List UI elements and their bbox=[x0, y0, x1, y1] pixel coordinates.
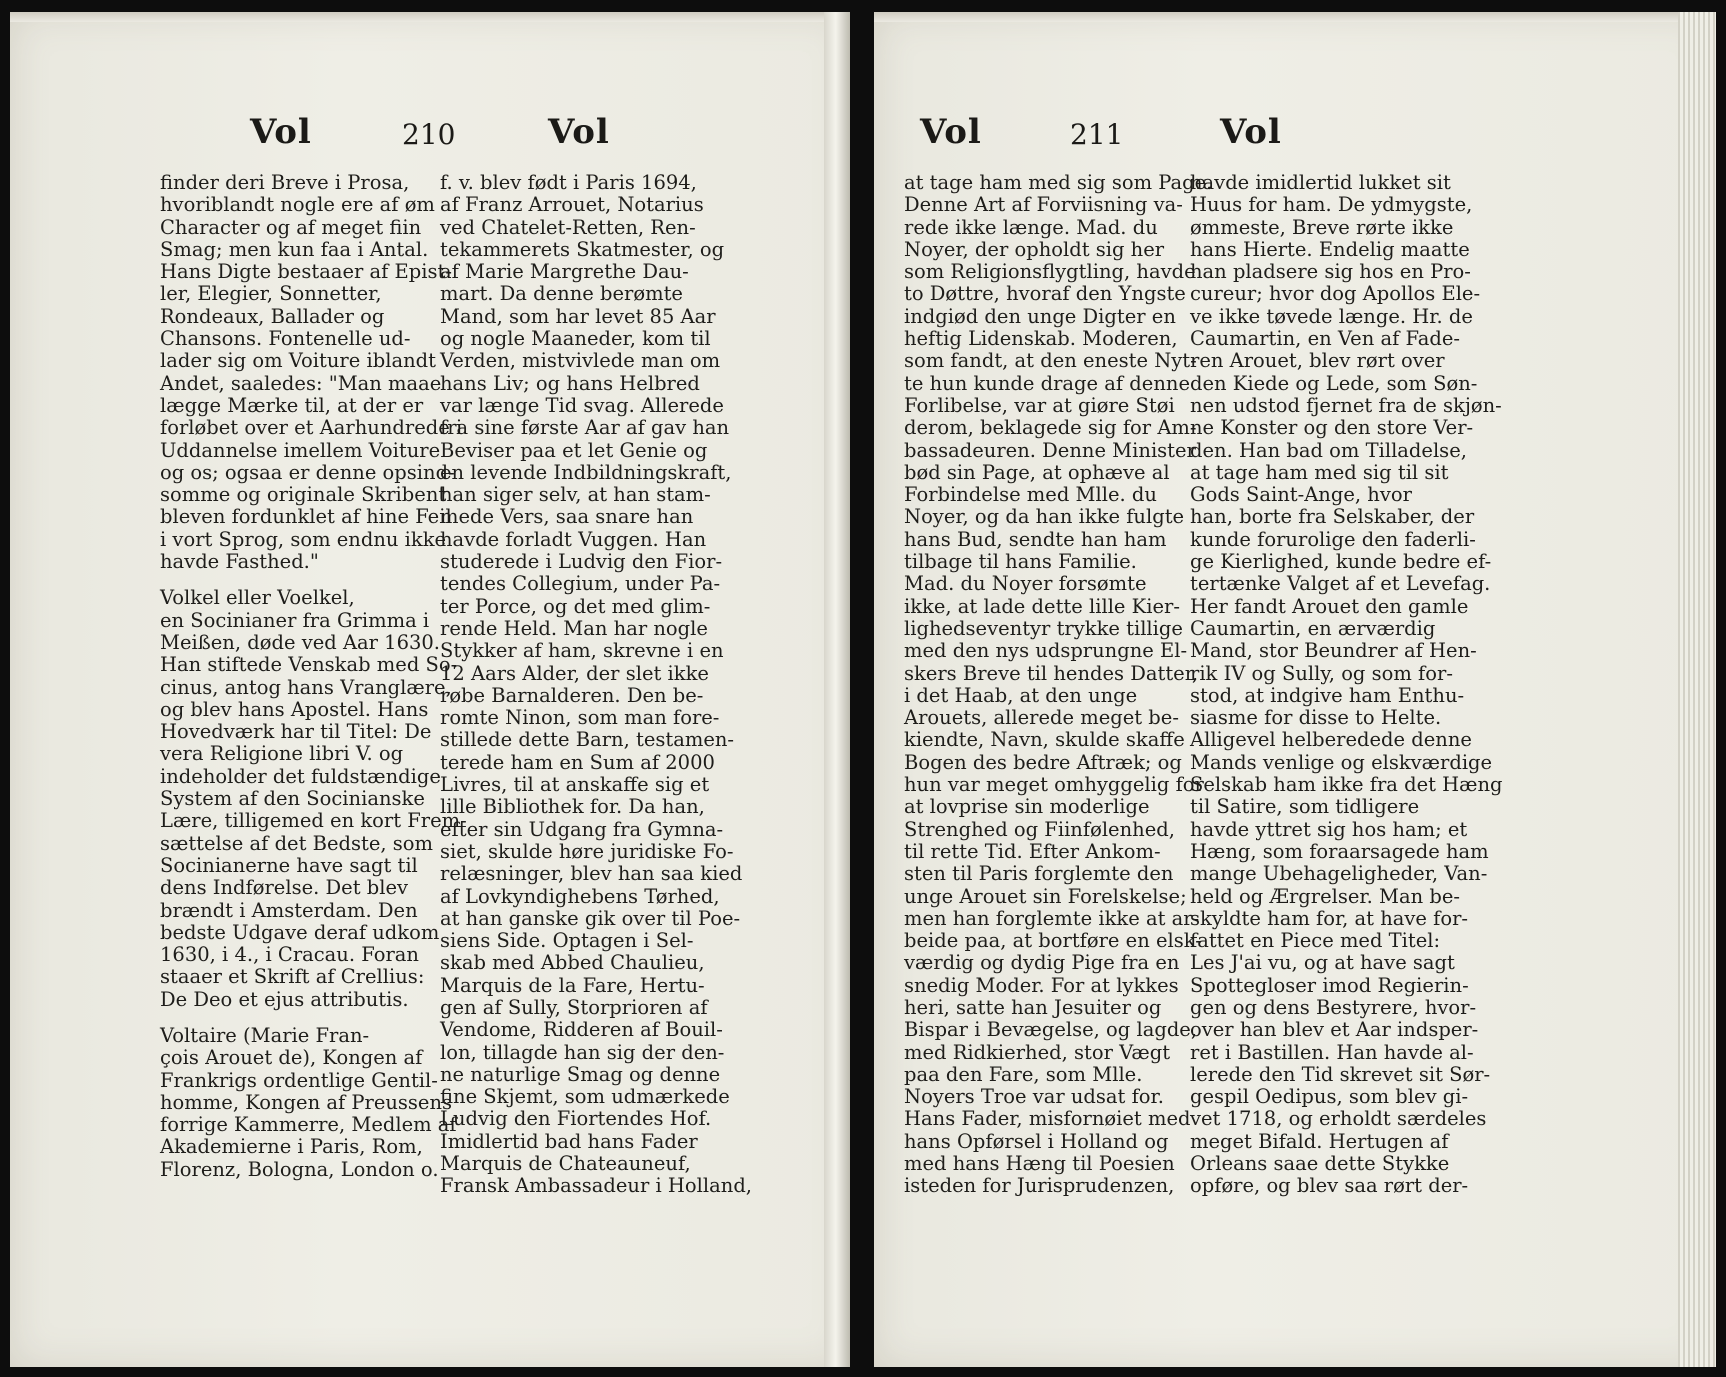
text-line: forrige Kammerre, Medlem af bbox=[160, 1113, 457, 1137]
text-line: at han ganske gik over til Poe- bbox=[440, 906, 741, 930]
gutter-shadow bbox=[824, 12, 850, 1367]
text-line: Vendome, Ridderen af Bouil- bbox=[440, 1018, 723, 1042]
text-line: den Kiede og Lede, som Søn- bbox=[1190, 371, 1478, 395]
text-line: bassadeuren. Denne Minister bbox=[904, 438, 1196, 462]
text-line: f. v. blev født i Paris 1694, bbox=[440, 171, 697, 194]
text-line: ter Porce, og det med glim- bbox=[440, 594, 711, 618]
text-line: cinus, antog hans Vranglære, bbox=[160, 675, 452, 699]
text-line: til Satire, som tidligere bbox=[1190, 795, 1420, 819]
text-line: Fransk Ambassadeur i Holland, bbox=[440, 1174, 752, 1198]
column-1 bbox=[904, 172, 1212, 1198]
text-line: Noyer, og da han ikke fulgte bbox=[904, 505, 1185, 529]
text-line: homme, Kongen af Preussens bbox=[160, 1090, 453, 1114]
text-line: Mand, som har levet 85 Aar bbox=[440, 304, 716, 328]
text-line: snedig Moder. For at lykkes bbox=[904, 973, 1179, 997]
text-line: Forbindelse med Mlle. du bbox=[904, 483, 1157, 507]
text-line: skers Breve til hendes Datter, bbox=[904, 661, 1199, 685]
text-line: dens Indførelse. Det blev bbox=[160, 876, 409, 900]
text-line: Gods Saint-Ange, hvor bbox=[1190, 483, 1412, 507]
text-line: Hans Digte bestaaer af Epist- bbox=[160, 260, 452, 284]
text-line: brændt i Amsterdam. Den bbox=[160, 898, 418, 922]
text-line: stillede dette Barn, testamen- bbox=[440, 728, 735, 752]
text-line: til rette Tid. Efter Ankom- bbox=[904, 839, 1161, 863]
text-line: Marquis de la Fare, Hertu- bbox=[440, 973, 705, 997]
text-line: lighedseventyr trykke tillige bbox=[904, 616, 1183, 640]
text-line: havde imidlertid lukket sit bbox=[1190, 171, 1451, 194]
text-line: men han forglemte ikke at ar- bbox=[904, 906, 1200, 930]
text-line: tekammerets Skatmester, og bbox=[440, 237, 725, 261]
text-line: Smag; men kun faa i Antal. bbox=[160, 237, 429, 261]
text-line: ne Konster og den store Ver- bbox=[1190, 416, 1474, 440]
text-line: derom, beklagede sig for Am- bbox=[904, 416, 1197, 440]
page-top-edge bbox=[874, 12, 1716, 22]
text-line: Alligevel helberedede denne bbox=[1190, 728, 1472, 752]
text-line: Noyer, der opholdt sig her bbox=[904, 237, 1165, 261]
text-line: af Marie Margrethe Dau- bbox=[440, 260, 689, 284]
text-line: mange Ubehageligheder, Van- bbox=[1190, 862, 1488, 886]
headword-right: Vol bbox=[1220, 112, 1282, 152]
text-line: ren Arouet, blev rørt over bbox=[1190, 349, 1445, 373]
text-line: Orleans saae dette Stykke bbox=[1190, 1152, 1450, 1176]
text-line: studerede i Ludvig den Fior- bbox=[440, 550, 723, 574]
text-line: Strenghed og Fiinfølenhed, bbox=[904, 817, 1175, 841]
text-line: Mands venlige og elskværdige bbox=[1190, 750, 1493, 774]
text-line: i vort Sprog, som endnu ikke bbox=[160, 527, 447, 551]
text-line: kunde forurolige den faderli- bbox=[1190, 527, 1476, 551]
text-line: opføre, og blev saa rørt der- bbox=[1190, 1174, 1469, 1198]
text-line: rik IV og Sully, og som for- bbox=[1190, 661, 1453, 685]
left-page bbox=[10, 12, 850, 1367]
column-2 bbox=[440, 172, 752, 1198]
text-line: i det Haab, at den unge bbox=[904, 683, 1138, 707]
text-line: stod, at indgive ham Enthu- bbox=[1190, 683, 1465, 707]
text-line: De Deo et ejus attributis. bbox=[160, 987, 409, 1011]
text-line: hun var meget omhyggelig for bbox=[904, 773, 1204, 797]
text-line: Caumartin, en ærværdig bbox=[1190, 616, 1436, 640]
text-line: Beviser paa et let Genie og bbox=[440, 438, 708, 462]
text-line: paa den Fare, som Mlle. bbox=[904, 1062, 1143, 1086]
text-line: en Socinianer fra Grimma i bbox=[160, 608, 430, 632]
text-line: heftig Lidenskab. Moderen, bbox=[904, 327, 1178, 351]
text-line: med Ridkierhed, stor Vægt bbox=[904, 1040, 1171, 1064]
text-line: 1630, i 4., i Cracau. Foran bbox=[160, 943, 419, 967]
text-line: havde yttret sig hos ham; et bbox=[1190, 817, 1468, 841]
text-line: nen udstod fjernet fra de skjøn- bbox=[1190, 393, 1502, 417]
text-line: relæsninger, blev han saa kied bbox=[440, 862, 743, 886]
text-line: bød sin Page, at ophæve al bbox=[904, 460, 1170, 484]
text-line: Hæng, som foraarsagede ham bbox=[1190, 839, 1489, 863]
text-line: siet, skulde høre juridiske Fo- bbox=[440, 839, 734, 863]
text-line: romte Ninon, som man fore- bbox=[440, 706, 720, 730]
text-line: bleven fordunklet af hine Feil bbox=[160, 505, 452, 529]
text-line: røbe Barnalderen. Den be- bbox=[440, 683, 704, 707]
text-line: han, borte fra Selskaber, der bbox=[1190, 505, 1475, 529]
text-line: tertænke Valget af et Levefag. bbox=[1190, 572, 1491, 596]
text-line: çois Arouet de), Kongen af bbox=[160, 1046, 423, 1070]
text-line: som Religionsflygtling, havde bbox=[904, 260, 1196, 284]
text-line: beide paa, at bortføre en elsk- bbox=[904, 929, 1202, 953]
text-line: Noyers Troe var udsat for. bbox=[904, 1085, 1164, 1109]
text-line: ge Kierlighed, kunde bedre ef- bbox=[1190, 550, 1492, 574]
text-line: at lovprise sin moderlige bbox=[904, 795, 1150, 819]
text-line: Rondeaux, Ballader og bbox=[160, 304, 385, 328]
text-line: lille Bibliothek for. Da han, bbox=[440, 795, 705, 819]
text-line: Ludvig den Fiortendes Hof. bbox=[440, 1107, 712, 1131]
text-line: efter sin Udgang fra Gymna- bbox=[440, 817, 724, 841]
text-line: Mand, stor Beundrer af Hen- bbox=[1190, 639, 1477, 663]
text-line: han siger selv, at han stam- bbox=[440, 483, 711, 507]
text-line: Volkel eller Voelkel, bbox=[160, 586, 355, 610]
text-line: siens Side. Optagen i Sel- bbox=[440, 929, 694, 953]
text-line: unge Arouet sin Forelskelse; bbox=[904, 884, 1187, 908]
text-line: held og Ærgrelser. Man be- bbox=[1190, 884, 1460, 908]
text-line: cureur; hvor dog Apollos Ele- bbox=[1190, 282, 1481, 306]
text-line: og blev hans Apostel. Hans bbox=[160, 697, 429, 721]
text-line: af Lovkyndighebens Tørhed, bbox=[440, 884, 720, 908]
text-line: gen og dens Bestyrere, hvor- bbox=[1190, 995, 1477, 1019]
text-line: lægge Mærke til, at der er bbox=[160, 393, 424, 417]
text-line: heri, satte han Jesuiter og bbox=[904, 995, 1162, 1019]
text-line: var længe Tid svag. Allerede bbox=[440, 393, 724, 417]
text-line: fattet en Piece med Titel: bbox=[1190, 929, 1441, 953]
text-line: ikke, at lade dette lille Kier- bbox=[904, 594, 1180, 618]
text-line: Huus for ham. De ydmygste, bbox=[1190, 193, 1473, 217]
text-line: Hans Fader, misfornøiet med bbox=[904, 1107, 1191, 1131]
text-line: Han stiftede Venskab med So- bbox=[160, 653, 458, 677]
text-line: ler, Elegier, Sonnetter, bbox=[160, 282, 382, 306]
page-number: 210 bbox=[402, 118, 456, 151]
text-line: somme og originale Skribent bbox=[160, 483, 447, 507]
text-line: ne naturlige Smag og denne bbox=[440, 1062, 721, 1086]
text-line: den. Han bad om Tilladelse, bbox=[1190, 438, 1467, 462]
text-line: tilbage til hans Familie. bbox=[904, 550, 1137, 574]
text-line: og nogle Maaneder, kom til bbox=[440, 327, 711, 351]
text-line: værdig og dydig Pige fra en bbox=[904, 951, 1180, 975]
text-line: to Døttre, hvoraf den Yngste bbox=[904, 282, 1186, 306]
running-header bbox=[874, 112, 1716, 162]
running-header bbox=[10, 112, 850, 162]
page-top-edge bbox=[10, 12, 850, 22]
column-2 bbox=[1190, 172, 1503, 1198]
text-line: rede ikke længe. Mad. du bbox=[904, 215, 1158, 239]
text-line: hvoriblandt nogle ere af øm bbox=[160, 193, 435, 217]
text-line: skab med Abbed Chaulieu, bbox=[440, 951, 705, 975]
text-line: Caumartin, en Ven af Fade- bbox=[1190, 327, 1460, 351]
text-line: Verden, mistvivlede man om bbox=[440, 349, 721, 373]
text-line: Arouets, allerede meget be- bbox=[904, 706, 1179, 730]
text-line: finder deri Breve i Prosa, bbox=[160, 171, 410, 194]
text-line: tendes Collegium, under Pa- bbox=[440, 572, 721, 596]
text-line: hans Liv; og hans Helbred bbox=[440, 371, 700, 395]
text-line: Andet, saaledes: "Man maae bbox=[160, 371, 442, 395]
text-line: Imidlertid bad hans Fader bbox=[440, 1129, 698, 1153]
text-line: over han blev et Aar indsper- bbox=[1190, 1018, 1479, 1042]
text-line: hans Opførsel i Holland og bbox=[904, 1129, 1169, 1153]
text-line: Frankrigs ordentlige Gentil- bbox=[160, 1068, 438, 1092]
text-line: og os; ogsaa er denne opsind- bbox=[160, 460, 455, 484]
text-line: Selskab ham ikke fra det Hæng bbox=[1190, 773, 1503, 797]
text-line: han pladsere sig hos en Pro- bbox=[1190, 260, 1471, 284]
headword-left: Vol bbox=[920, 112, 982, 152]
text-line: Denne Art af Forviisning va- bbox=[904, 193, 1183, 217]
text-line: hans Bud, sendte han ham bbox=[904, 527, 1167, 551]
text-line: Spottegloser imod Regierin- bbox=[1190, 973, 1469, 997]
text-line: ved Chatelet-Retten, Ren- bbox=[440, 215, 696, 239]
text-line: Mad. du Noyer forsømte bbox=[904, 572, 1147, 596]
text-line: havde Fasthed." bbox=[160, 550, 319, 574]
fore-edge bbox=[1678, 12, 1716, 1367]
text-line: bedste Udgave deraf udkom bbox=[160, 920, 440, 944]
text-line: fra sine første Aar af gav han bbox=[440, 416, 730, 440]
text-line: kiendte, Navn, skulde skaffe bbox=[904, 728, 1185, 752]
text-line: Voltaire (Marie Fran- bbox=[160, 1023, 370, 1047]
text-line: af Franz Arrouet, Notarius bbox=[440, 193, 704, 217]
text-line: isteden for Jurisprudenzen, bbox=[904, 1174, 1175, 1198]
column-1 bbox=[160, 172, 467, 1181]
headword-right: Vol bbox=[548, 112, 610, 152]
text-line: Meißen, døde ved Aar 1630. bbox=[160, 630, 440, 654]
text-line: siasme for disse to Helte. bbox=[1190, 706, 1442, 730]
text-line: Uddannelse imellem Voiture bbox=[160, 438, 441, 462]
page-number: 211 bbox=[1070, 118, 1124, 151]
text-line: mede Vers, saa snare han bbox=[440, 505, 694, 529]
text-line: Livres, til at anskaffe sig et bbox=[440, 773, 710, 797]
text-line: System af den Socinianske bbox=[160, 787, 425, 811]
text-line: Hovedværk har til Titel: De bbox=[160, 720, 432, 744]
text-line: 12 Aars Alder, der slet ikke bbox=[440, 661, 709, 685]
text-line: ømmeste, Breve rørte ikke bbox=[1190, 215, 1454, 239]
text-line: Lære, tilligemed en kort Frem- bbox=[160, 809, 467, 833]
text-line: Socinianerne have sagt til bbox=[160, 853, 418, 877]
text-line: te hun kunde drage af denne bbox=[904, 371, 1190, 395]
text-line: terede ham en Sum af 2000 bbox=[440, 750, 715, 774]
text-line: havde forladt Vuggen. Han bbox=[440, 527, 707, 551]
text-line: vet 1718, og erholdt særdeles bbox=[1190, 1107, 1487, 1131]
text-line: rende Held. Man har nogle bbox=[440, 616, 708, 640]
text-line: indeholder det fuldstændige bbox=[160, 764, 441, 788]
text-line: Chansons. Fontenelle ud- bbox=[160, 327, 411, 351]
text-line: Bogen des bedre Aftræk; og bbox=[904, 750, 1182, 774]
text-line: hans Hierte. Endelig maatte bbox=[1190, 237, 1470, 261]
text-line: mart. Da denne berømte bbox=[440, 282, 683, 306]
text-line: meget Bifald. Hertugen af bbox=[1190, 1129, 1449, 1153]
text-line: Her fandt Arouet den gamle bbox=[1190, 594, 1469, 618]
text-line: sættelse af det Bedste, som bbox=[160, 831, 433, 855]
text-line: sten til Paris forglemte den bbox=[904, 862, 1174, 886]
text-line: lader sig om Voiture iblandt bbox=[160, 349, 436, 373]
paragraph-gap bbox=[160, 573, 467, 587]
paragraph-gap bbox=[160, 1011, 467, 1025]
text-line: en levende Indbildningskraft, bbox=[440, 460, 732, 484]
text-line: Marquis de Chateauneuf, bbox=[440, 1152, 691, 1176]
text-line: Stykker af ham, skrevne i en bbox=[440, 639, 724, 663]
text-line: indgiød den unge Digter en bbox=[904, 304, 1176, 328]
text-line: Character og af meget fiin bbox=[160, 215, 422, 239]
text-line: gespil Oedipus, som blev gi- bbox=[1190, 1085, 1469, 1109]
text-line: med hans Hæng til Poesien bbox=[904, 1152, 1175, 1176]
text-line: Florenz, Bologna, London o. bbox=[160, 1157, 439, 1181]
text-line: lerede den Tid skrevet sit Sør- bbox=[1190, 1062, 1491, 1086]
text-line: at tage ham med sig til sit bbox=[1190, 460, 1449, 484]
text-line: skyldte ham for, at have for- bbox=[1190, 906, 1469, 930]
text-line: Forlibelse, var at giøre Støi bbox=[904, 393, 1175, 417]
text-line: med den nys udsprungne El- bbox=[904, 639, 1188, 663]
text-line: fine Skjemt, som udmærkede bbox=[440, 1085, 730, 1109]
text-line: ret i Bastillen. Han havde al- bbox=[1190, 1040, 1474, 1064]
text-line: forløbet over et Aarhundrede i bbox=[160, 416, 463, 440]
text-line: vera Religione libri V. og bbox=[160, 742, 404, 766]
text-line: som fandt, at den eneste Nyt- bbox=[904, 349, 1197, 373]
right-page bbox=[874, 12, 1716, 1367]
text-line: Les J'ai vu, og at have sagt bbox=[1190, 951, 1455, 975]
text-line: gen af Sully, Storprioren af bbox=[440, 995, 708, 1019]
text-line: lon, tillagde han sig der den- bbox=[440, 1040, 725, 1064]
text-line: ve ikke tøvede længe. Hr. de bbox=[1190, 304, 1473, 328]
text-line: Akademierne i Paris, Rom, bbox=[160, 1135, 423, 1159]
text-line: Bispar i Bevægelse, og lagde, bbox=[904, 1018, 1198, 1042]
text-line: staaer et Skrift af Crellius: bbox=[160, 965, 425, 989]
text-line: at tage ham med sig som Page. bbox=[904, 171, 1213, 194]
headword-left: Vol bbox=[250, 112, 312, 152]
